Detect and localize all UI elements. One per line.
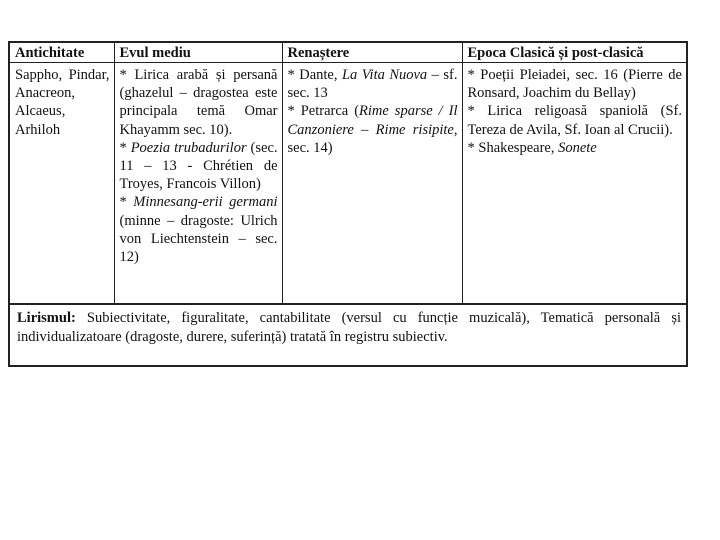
cell-middle-ages: [114, 63, 282, 304]
list-item: * Lirica arabă și persană (ghazelul – dragostea este principala temă Omar Khayamm sec. 10).: [119, 67, 278, 138]
note-text: Subiectivitate, figuralitate, cantabilitate (versul cu funcție muzicală), Tematică personală și individualizatoare (dragoste, durere, suferință) tratată în registru subiectiv.: [17, 310, 681, 345]
header-row: [10, 43, 686, 63]
header-classical-era: Epoca Clasică și post-clasică: [462, 43, 686, 63]
header-middle-ages: Evul mediu: [114, 43, 282, 63]
header-antiquity: Antichitate: [10, 43, 114, 63]
list-item: * Minnesang-erii germani (minne – dragoste: Ulrich von Liechtenstein – sec. 12): [119, 194, 278, 266]
periods-table: [10, 43, 686, 303]
cell-antiquity: [10, 63, 114, 304]
list-item: * Petrarca (Rime sparse / Il Canzoniere – Rime risipite, sec. 14): [287, 103, 458, 156]
antiquity-authors: Sappho, Pindar, Anacreon, Alcaeus, Arhiloh: [15, 67, 110, 138]
cell-renaissance: [282, 63, 462, 304]
content-row: [10, 63, 686, 304]
lyricism-note: [10, 303, 686, 363]
list-item: * Lirica religoasă spaniolă (Sf. Tereza de Avila, Sf. Ioan al Crucii).: [467, 103, 682, 138]
list-item: * Poezia trubadurilor (sec. 11 – 13 - Chrétien de Troyes, Francois Villon): [119, 139, 278, 193]
list-item: * Dante, La Vita Nuova – sf. sec. 13: [287, 67, 458, 102]
cell-classical-era: [462, 63, 686, 304]
literature-table: [8, 41, 688, 367]
note-label: Lirismul:: [17, 310, 76, 326]
list-item: * Shakespeare, Sonete: [467, 139, 597, 156]
header-renaissance: Renaștere: [282, 43, 462, 63]
list-item: * Poeții Pleiadei, sec. 16 (Pierre de Ronsard, Joachim du Bellay): [467, 67, 682, 102]
